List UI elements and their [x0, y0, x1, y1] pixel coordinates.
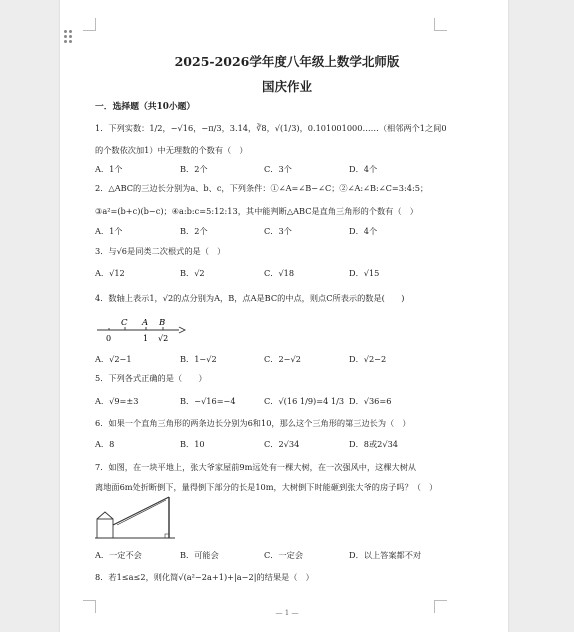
- question-7-option-d: D．以上答案都不对: [349, 550, 422, 560]
- question-6-option-c: C．2√34: [264, 439, 300, 449]
- tree-house-figure: [95, 495, 177, 543]
- question-2-option-d: D．4个: [349, 226, 378, 236]
- question-2-line-2: ③a²=(b+c)(b−c)；④a:b:c=5:12:13，其中能判断△ABC是直角三角形的个数有（ ）: [95, 206, 418, 216]
- number-line-label-c: C: [121, 318, 128, 328]
- question-7-option-a: A．一定不会: [95, 550, 142, 560]
- question-6-option-a: A．8: [95, 439, 115, 449]
- question-3-option-b: B．√2: [180, 268, 205, 278]
- document-subtitle: 国庆作业: [261, 79, 312, 94]
- number-line-label-a: A: [142, 318, 149, 328]
- section-heading: 一．选择题（共10小题）: [95, 102, 196, 112]
- question-3-line-1: 3．与√6是同类二次根式的是（ ）: [95, 246, 226, 256]
- question-2-line-1: 2．△ABC的三边长分别为a、b、c，下列条件：①∠A=∠B−∠C；②∠A:∠B:∠C=3:4:5；: [95, 183, 429, 193]
- question-1-line-1: 1．下列实数：1/2，−√16，−π/3，3.14，∛8，√(1/3)，0.101001000……（相邻两个1之间0: [95, 123, 447, 133]
- question-3-option-c: C．√18: [264, 268, 295, 278]
- page-number-footer: — 1 —: [275, 609, 299, 617]
- question-5-option-b: B．−√16=−4: [180, 396, 236, 406]
- question-1-option-d: D．4个: [349, 164, 378, 174]
- question-1-line-2: 的个数依次加1）中无理数的个数有（ ）: [95, 145, 248, 155]
- question-1-option-c: C．3个: [264, 164, 292, 174]
- question-5-line-1: 5．下列各式正确的是（ ）: [95, 373, 207, 383]
- drag-handle-icon[interactable]: [64, 30, 74, 44]
- corner-mark-top-left: [83, 18, 96, 31]
- question-2-option-b: B．2个: [180, 226, 208, 236]
- question-5-option-c: C．√(16 1/9)=4 1/3: [264, 396, 345, 406]
- question-4-option-a: A．√2−1: [95, 354, 132, 364]
- question-4-option-d: D．√2−2: [349, 354, 387, 364]
- number-line-label-sqrt2: √2: [158, 334, 169, 343]
- question-5-option-a: A．√9=±3: [95, 396, 139, 406]
- document-title: 2025-2026学年度八年级上数学北师版: [174, 54, 400, 69]
- number-line-label-1: 1: [143, 334, 149, 343]
- question-3-option-d: D．√15: [349, 268, 380, 278]
- number-line-figure: [95, 314, 190, 344]
- question-4-option-c: C．2−√2: [264, 354, 301, 364]
- number-line-label-b: B: [159, 318, 166, 328]
- question-2-option-c: C．3个: [264, 226, 292, 236]
- question-6-line-1: 6．如果一个直角三角形的两条边长分别为6和10，那么这个三角形的第三边长为（ ）: [95, 418, 411, 428]
- question-5-option-d: D．√36=6: [349, 396, 392, 406]
- question-7-line-1: 7．如图，在一块平地上，张大爷家屋前9m远处有一棵大树，在一次强风中，这棵大树从: [95, 462, 417, 472]
- question-1-option-b: B．2个: [180, 164, 208, 174]
- question-6-option-b: B．10: [180, 439, 205, 449]
- question-4-option-b: B．1−√2: [180, 354, 217, 364]
- question-1-option-a: A．1个: [95, 164, 123, 174]
- question-8-line-1: 8．若1≤a≤2，则化简√(a²−2a+1)+|a−2|的结果是（ ）: [95, 572, 314, 582]
- number-line-label-0: 0: [106, 334, 112, 343]
- question-3-option-a: A．√12: [95, 268, 125, 278]
- question-2-option-a: A．1个: [95, 226, 123, 236]
- question-4-line-1: 4．数轴上表示1，√2的点分别为A，B，点A是BC的中点，则点C所表示的数是( ): [95, 293, 405, 303]
- question-7-line-2: 离地面6m处折断倒下，量得倒下部分的长是10m，大树倒下时能砸到张大爷的房子吗？（ ）: [95, 482, 438, 492]
- corner-mark-top-right: [434, 18, 447, 31]
- question-7-option-c: C．一定会: [264, 550, 304, 560]
- question-6-option-d: D．8或2√34: [349, 439, 398, 449]
- question-7-option-b: B．可能会: [180, 550, 219, 560]
